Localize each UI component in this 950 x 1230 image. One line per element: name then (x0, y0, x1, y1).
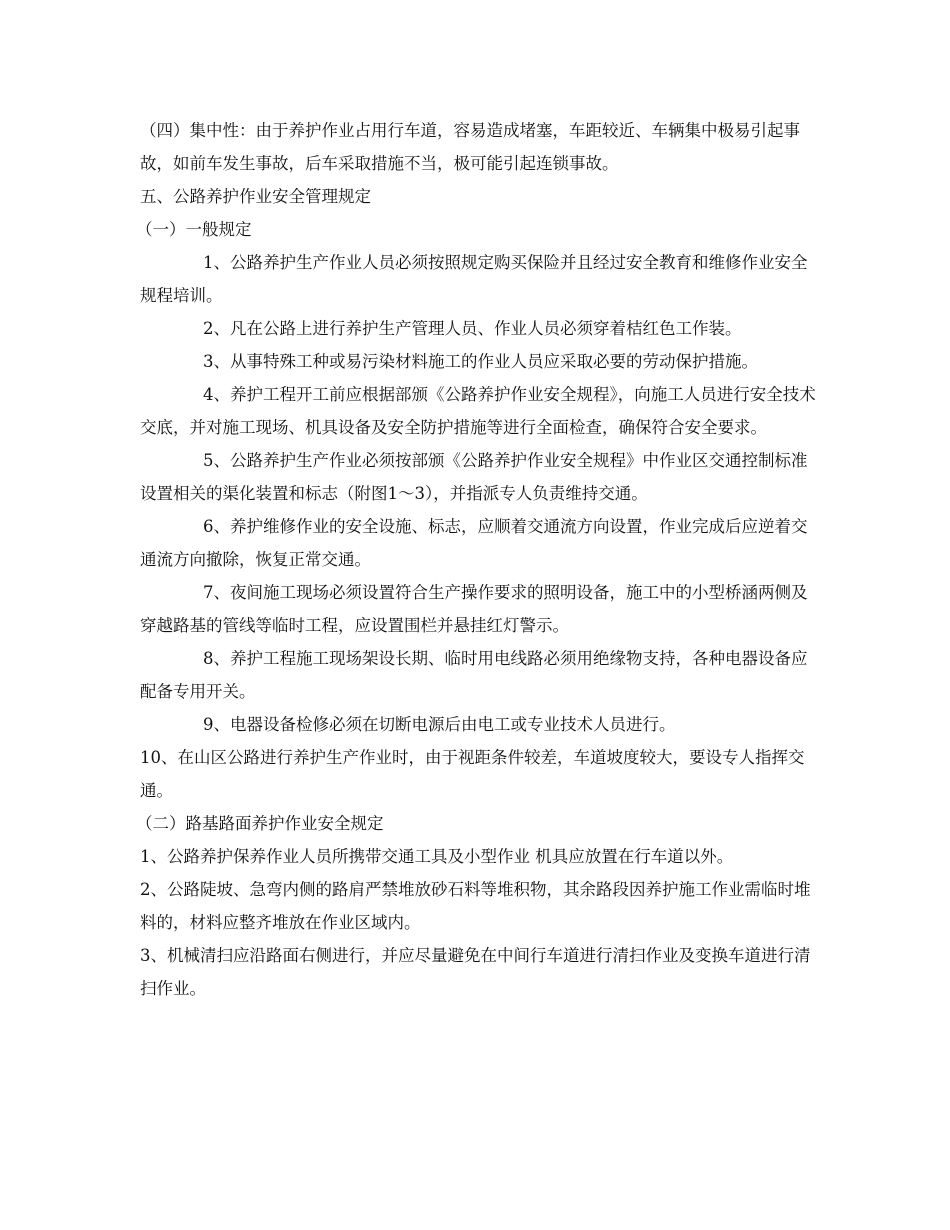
roadbed-rule-item-2: 2、公路陡坡、急弯内侧的路肩严禁堆放砂石料等堆积物，其余路段因养护施工作业需临时堆料的，材料应整齐堆放在作业区域内。 (140, 880, 811, 932)
rule-item-4: 4、养护工程开工前应根据部颁《公路养护作业安全规程》，向施工人员进行安全技术交底，并对施工现场、机具设备及安全防护措施等进行全面检查，确保符合安全要求。 (140, 385, 816, 437)
rule-item-10: 10、在山区公路进行养护生产作业时，由于视距条件较差，车道坡度较大，要设专人指挥交通。 (140, 748, 805, 800)
subsection-heading-general: （一）一般规定 (136, 220, 252, 239)
rule-item-8: 8、养护工程施工现场架设长期、临时用电线路必须用绝缘物支持，各种电器设备应配备专用开关。 (140, 649, 808, 701)
rule-item-3: 3、从事特殊工种或易污染材料施工的作业人员应采取必要的劳动保护措施。 (203, 352, 758, 371)
document-body (136, 114, 820, 1005)
rule-item-2: 2、凡在公路上进行养护生产管理人员、作业人员必须穿着桔红色工作装。 (203, 319, 742, 338)
subsection-heading-roadbed: （二）路基路面养护作业安全规定 (136, 814, 384, 833)
rule-item-5: 5、公路养护生产作业必须按部颁《公路养护作业安全规程》中作业区交通控制标准设置相关的渠化装置和标志（附图1～3），并指派专人负责维持交通。 (140, 451, 808, 503)
rule-item-1: 1、公路养护生产作业人员必须按照规定购买保险并且经过安全教育和维修作业安全规程培训。 (140, 253, 808, 305)
rule-item-7: 7、夜间施工现场必须设置符合生产操作要求的照明设备，施工中的小型桥涵两侧及穿越路基的管线等临时工程，应设置围栏并悬挂红灯警示。 (140, 583, 808, 635)
roadbed-rule-item-1: 1、公路养护保养作业人员所携带交通工具及小型作业 机具应放置在行车道以外。 (140, 847, 734, 866)
paragraph-concentration: （四）集中性：由于养护作业占用行车道，容易造成堵塞，车距较近、车辆集中极易引起事故，如前车发生事故，后车采取措施不当，极可能引起连锁事故。 (140, 121, 800, 173)
rule-item-6: 6、养护维修作业的安全设施、标志，应顺着交通流方向设置，作业完成后应逆着交通流方向撤除，恢复正常交通。 (140, 517, 808, 569)
roadbed-rule-item-3: 3、机械清扫应沿路面右侧进行，并应尽量避免在中间行车道进行清扫作业及变换车道进行清扫作业。 (140, 946, 811, 998)
rule-item-9: 9、电器设备检修必须在切断电源后由电工或专业技术人员进行。 (203, 715, 676, 734)
section-heading-safety-rules: 五、公路养护作业安全管理规定 (140, 187, 371, 206)
